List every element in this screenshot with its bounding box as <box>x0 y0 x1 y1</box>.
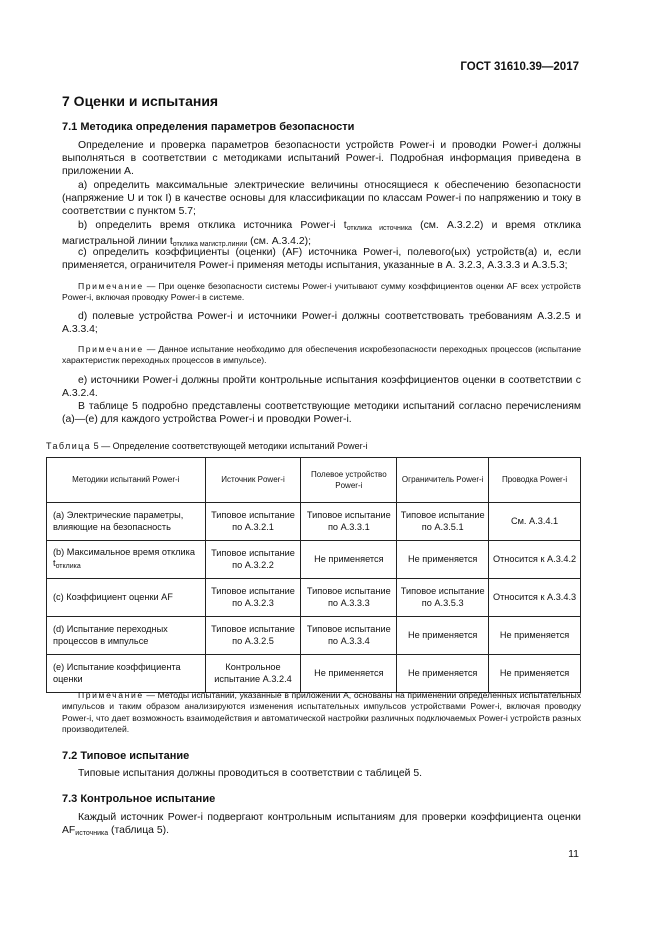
note-3-text: — Методы испытаний, указанные в приложении А, основаны на применении определенных испытательных импульсов и таким образом анализируются изменения испытательных импульсов устройствами Power-i, включая проводку Power-i, что дает возможность взаимодействия и автоматической настройки различных подключаемых Power-i устройств разных производителей. <box>62 690 581 735</box>
note-2-text: — Данное испытание необходимо для обеспечения искробезопасности переходных процессов (испытание характеристик переходных процессов в импульсе). <box>62 344 581 366</box>
test-methods-table <box>46 457 581 693</box>
paragraph-e: е) источники Power-i должны пройти контрольные испытания коэффициентов оценки в соответствии с А.3.2.4. <box>62 375 581 400</box>
table-cell: См. А.3.4.1 <box>489 503 581 541</box>
table-cell-text: (b) Максимальное время отклика t <box>53 546 195 568</box>
table-cell: Не применяется <box>301 655 397 693</box>
table-cell: Типовое испытание по А.3.2.5 <box>205 617 301 655</box>
table-cell: Относится к А.3.4.2 <box>489 541 581 579</box>
table-cell: Типовое испытание по А.3.2.1 <box>205 503 301 541</box>
note-1-text: — При оценке безопасности системы Power-i учитывают сумму коэффициентов оценки AF всех устройств Power-i, включая проводку Power-i в системе. <box>62 281 581 303</box>
paragraph-7-3-part1: Каждый источник Power-i подвергают контрольным испытаниям для проверки коэффициента оценки AF <box>62 812 581 837</box>
paragraph-a: а) определить максимальные электрические величины относящиеся к обеспечению безопасности (напряжение U и ток I) в качестве основы для классификации по классам Power-i по напряжению и току в соответствии с пунктом 5.7; <box>62 180 581 218</box>
column-header: Ограничитель Power-i <box>397 458 489 503</box>
table-cell: Не применяется <box>489 617 581 655</box>
table-row <box>47 541 581 579</box>
table-cell: Не применяется <box>397 655 489 693</box>
paragraph-b-subscript2: отклика магистр.линии <box>172 241 248 249</box>
note-3-label: Примечание <box>78 690 144 700</box>
table-cell: (d) Испытание переходных процессов в импульсе <box>47 617 206 655</box>
table-cell-subscript: отклика <box>55 563 81 570</box>
table-cell: (e) Испытание коэффициента оценки <box>47 655 206 693</box>
page-number: 11 <box>568 848 579 860</box>
column-header: Полевое устройство Power-i <box>301 458 397 503</box>
note-1-label: Примечание <box>78 281 144 291</box>
table-caption-text: 5 — Определение соответствующей методики испытаний Power-i <box>91 441 368 451</box>
table-row <box>47 617 581 655</box>
column-header: Методики испытаний Power-i <box>47 458 206 503</box>
section-title: 7 Оценки и испытания <box>62 93 219 109</box>
table-cell: Типовое испытание по А.3.3.3 <box>301 579 397 617</box>
note-2 <box>62 344 581 367</box>
column-header: Источник Power-i <box>205 458 301 503</box>
note-2-label: Примечание <box>78 344 144 354</box>
paragraph-d: d) полевые устройства Power-i и источники Power-i должны соответствовать требованиям А.3.2.5 и А.3.3.4; <box>62 311 581 336</box>
paragraph-7-3-part2: (таблица 5). <box>108 825 169 837</box>
paragraph-b-part3: (см. А.3.4.2); <box>247 236 311 248</box>
paragraph-intro: Определение и проверка параметров безопасности устройств Power-i и проводки Power-i должны выполняться в соответствии с методиками испытаний Power-i. Подробная информация приведена в приложении А. <box>62 140 581 178</box>
table-row <box>47 579 581 617</box>
paragraph-c: с) определить коэффициенты (оценки) (AF) источника Power-i, полевого(ых) устройств(а) и, если применяется, ограничителя Power-i применяя методы испытания, указанные в А. 3.2.3, А.3.3.3 и А.3.5.3; <box>62 247 581 272</box>
note-1 <box>62 281 581 304</box>
table-cell: Не применяется <box>489 655 581 693</box>
table-cell: Не применяется <box>397 617 489 655</box>
table-row <box>47 503 581 541</box>
paragraph-7-2: Типовые испытания должны проводиться в соответствии с таблицей 5. <box>78 768 423 779</box>
table-header-row <box>47 458 581 503</box>
table-cell: Типовое испытание по А.3.3.1 <box>301 503 397 541</box>
paragraph-7-3 <box>62 811 581 840</box>
table-cell: Типовое испытание по А.3.5.1 <box>397 503 489 541</box>
table-caption <box>46 441 368 451</box>
paragraph-b-subscript1: отклика источника <box>346 225 412 232</box>
subsection-7-1-title: 7.1 Методика определения параметров безопасности <box>62 121 355 133</box>
table-cell: Типовое испытание по А.3.3.4 <box>301 617 397 655</box>
table-cell: Типовое испытание по А.3.2.2 <box>205 541 301 579</box>
table-caption-label: Таблица <box>46 441 92 451</box>
table-cell <box>47 541 206 579</box>
note-3 <box>62 690 581 736</box>
table-cell: Относится к А.3.4.3 <box>489 579 581 617</box>
subsection-7-2-title: 7.2 Типовое испытание <box>62 750 190 762</box>
paragraph-b-part2: (см. А.3.2.2) и время отклика магистральной линии t <box>62 220 581 248</box>
table-cell: Типовое испытание по А.3.5.3 <box>397 579 489 617</box>
table-cell: Не применяется <box>397 541 489 579</box>
table-cell: Контрольное испытание А.3.2.4 <box>205 655 301 693</box>
table-cell: (a) Электрические параметры, влияющие на безопасность <box>47 503 206 541</box>
paragraph-7-3-subscript: источника <box>75 830 109 838</box>
paragraph-b-part1: b) определить время отклика источника Power-i t <box>78 220 347 231</box>
paragraph-table-ref: В таблице 5 подробно представлены соответствующие методики испытаний согласно перечислениям (а)—(е) для каждого устройства Power-i и проводки Power-i. <box>62 401 581 426</box>
table-cell: Не применяется <box>301 541 397 579</box>
column-header: Проводка Power-i <box>489 458 581 503</box>
table-row <box>47 655 581 693</box>
table-cell: (c) Коэффициент оценки AF <box>47 579 206 617</box>
subsection-7-3-title: 7.3 Контрольное испытание <box>62 793 216 805</box>
document-code: ГОСТ 31610.39—2017 <box>460 61 579 73</box>
table-cell: Типовое испытание по А.3.2.3 <box>205 579 301 617</box>
